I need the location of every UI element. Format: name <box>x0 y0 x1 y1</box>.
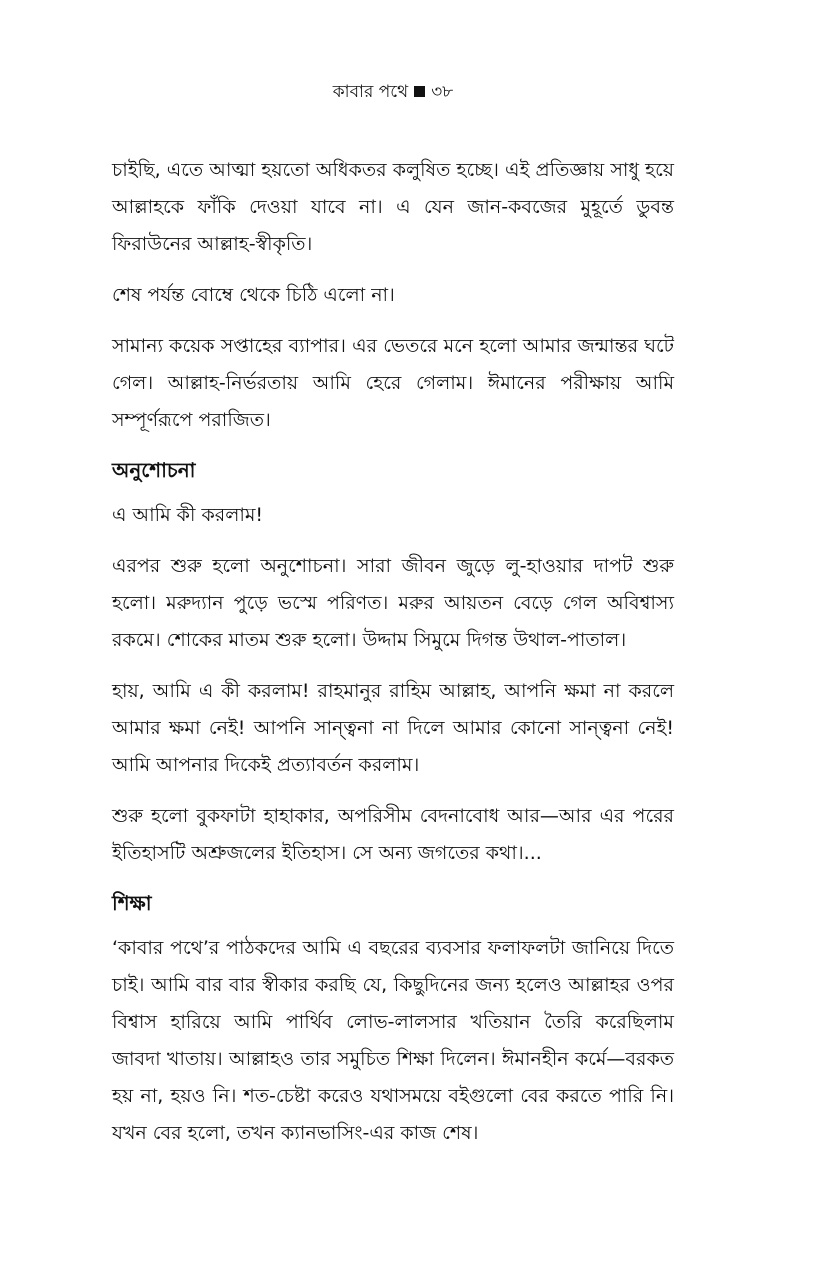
running-header <box>112 80 674 104</box>
paragraph-3: সামান্য কয়েক সপ্তাহের ব্যাপার। এর ভেতরে মনে হলো আমার জন্মান্তর ঘটে গেল। আল্লাহ-নির্ভরতায় আমি হেরে গেলাম। ঈমানের পরীক্ষায় আমি সম্পূর্ণরূপে পরাজিত। <box>112 335 674 431</box>
page-body <box>112 152 674 1166</box>
paragraph-1: চাইছি, এতে আত্মা হয়তো অধিকতর কলুষিত হচ্ছে। এই প্রতিজ্ঞায় সাধু হয়ে আল্লাহকে ফাঁকি দেওয়া যাবে না। এ যেন জান-কবজের মুহূর্তে ডুবন্ত ফিরাউনের আল্লাহ-স্বীকৃতি। <box>112 159 674 255</box>
square-separator-icon <box>414 86 425 97</box>
paragraph-6: হায়, আমি এ কী করলাম! রাহমানুর রাহিম আল্লাহ, আপনি ক্ষমা না করলে আমার ক্ষমা নেই! আপনি সান্ত্বনা না দিলে আমার কোনো সান্ত্বনা নেই! আমি আপনার দিকেই প্রত্যাবর্তন করলাম। <box>112 680 674 776</box>
header-book-title: কাবার পথে <box>332 82 409 102</box>
header-page-number: ৩৮ <box>431 82 454 102</box>
paragraph-7: শুরু হলো বুকফাটা হাহাকার, অপরিসীম বেদনাবোধ আর—আর এর পরের ইতিহাসটি অশ্রুজলের ইতিহাস। সে অন্য জগতের কথা।... <box>112 805 674 864</box>
section-heading-repentance: অনুশোচনা <box>112 458 196 482</box>
paragraph-8: ‘কাবার পথে’র পাঠকদের আমি এ বছরের ব্যবসার ফলাফলটা জানিয়ে দিতে চাই। আমি বার বার স্বীকার করছি যে, কিছুদিনের জন্য হলেও আল্লাহর ওপর বিশ্বাস হারিয়ে আমি পার্থিব লোভ-লালসার খতিয়ান তৈরি করেছিলাম জাবদা খাতায়। আল্লাহও তার সমুচিত শিক্ষা দিলেন। ঈমানহীন কর্মে—বরকত হয় না, হয়ও নি। শত-চেষ্টা করেও যথাসময়ে বইগুলো বের করতে পারি নি। যখন বের হলো, তখন ক্যানভাসিং-এর কাজ শেষ। <box>112 937 674 1144</box>
paragraph-2: শেষ পর্যন্ত বোম্বে থেকে চিঠি এলো না। <box>112 284 395 306</box>
book-page <box>112 0 674 1275</box>
section-heading-lesson: শিক্ষা <box>112 891 152 915</box>
paragraph-5: এরপর শুরু হলো অনুশোচনা। সারা জীবন জুড়ে লু-হাওয়ার দাপট শুরু হলো। মরুদ্যান পুড়ে ভস্মে পরিণত। মরুর আয়তন বেড়ে গেল অবিশ্বাস্য রকমে। শোকের মাতম শুরু হলো। উদ্দাম সিমুমে দিগন্ত উথাল-পাতাল। <box>112 555 674 651</box>
paragraph-4: এ আমি কী করলাম! <box>112 504 264 526</box>
